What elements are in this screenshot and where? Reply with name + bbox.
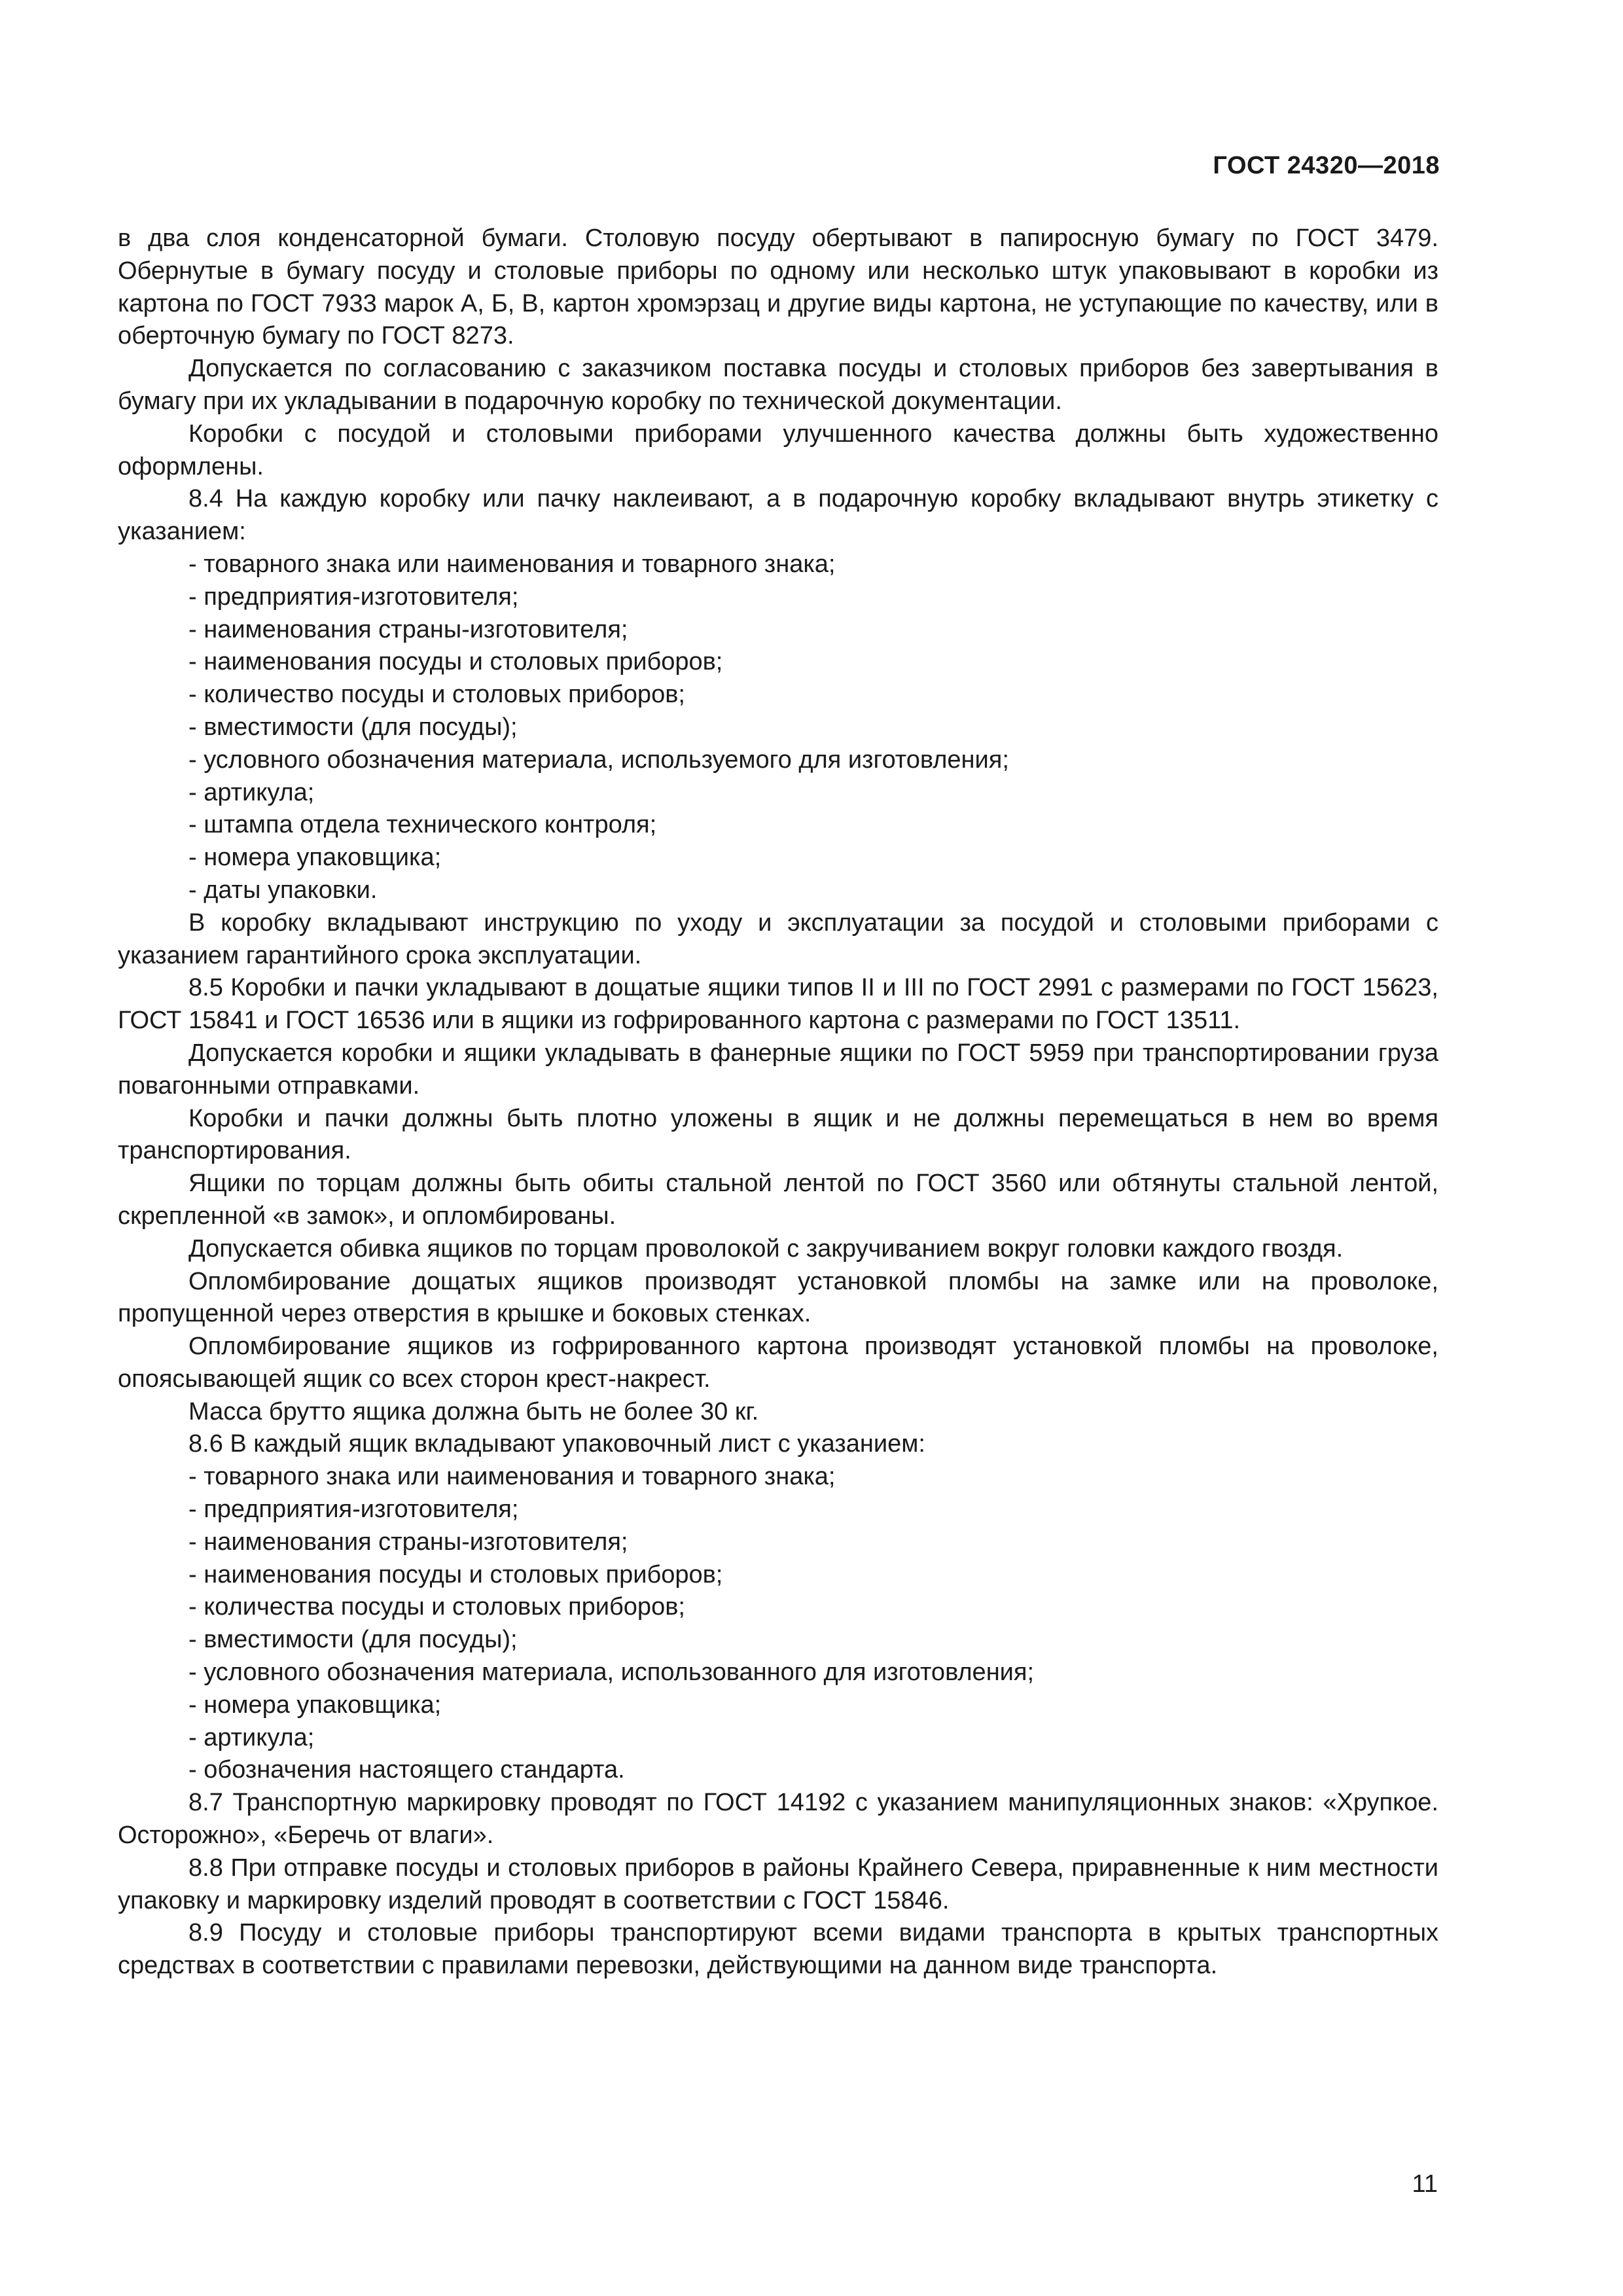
label-requirements-list — [118, 548, 1438, 907]
paragraph: Ящики по торцам должны быть обиты стальной лентой по ГОСТ 3560 или обтянуты стальной лентой, скрепленной «в замок», и опломбированы. — [118, 1170, 1438, 1230]
paragraph-continuation: в два слоя конденсаторной бумаги. Столовую посуду обертывают в папиросную бумагу по ГОСТ 3479. Обернутые в бумагу посуду и столовые приборы по одному или несколько штук упаковывают в коробки из картона по ГОСТ 7933 марок А, Б, В, картон хромэрзац и другие виды картона, не уступающие по качеству, или в оберточную бумагу по ГОСТ 8273. — [118, 224, 1438, 350]
list-item: - номера упаковщика; — [188, 844, 442, 872]
paragraph: Допускается обивка ящиков по торцам проволокой с закручиванием вокруг головки каждого гвоздя. — [188, 1234, 1344, 1263]
paragraph: Допускается по согласованию с заказчиком поставка посуды и столовых приборов без завертывания в бумагу при их укладывании в подарочную коробку по технической документации. — [118, 355, 1438, 415]
document-id-header: ГОСТ 24320—2018 — [1213, 152, 1440, 179]
list-item: - вместимости (для посуды); — [188, 713, 518, 741]
paragraph: В коробку вкладывают инструкцию по уходу и эксплуатации за посудой и столовыми приборами с указанием гарантийного срока эксплуатации. — [118, 908, 1438, 969]
list-item: - наименования страны-изготовителя; — [188, 1528, 628, 1556]
clause-8-4: 8.4 На каждую коробку или пачку наклеивают, а в подарочную коробку вкладывают внутрь этикетку с указанием: — [118, 485, 1438, 546]
paragraph: Опломбирование дощатых ящиков производят установкой пломбы на замке или на проволоке, пропущенной через отверстия в крышке и боковых стенках. — [118, 1267, 1438, 1328]
list-item: - условного обозначения материала, используемого для изготовления; — [188, 745, 1009, 774]
clause-8-5: 8.5 Коробки и пачки укладывают в дощатые ящики типов II и III по ГОСТ 2991 с размерами по ГОСТ 15623, ГОСТ 15841 и ГОСТ 16536 или в ящики из гофрированного картона с размерами по ГОСТ 13511. — [118, 974, 1438, 1035]
clause-8-6: 8.6 В каждый ящик вкладывают упаковочный лист с указанием: — [188, 1430, 925, 1458]
packing-list-requirements — [118, 1461, 1438, 1787]
list-item: - количества посуды и столовых приборов; — [188, 1593, 685, 1621]
clause-8-8: 8.8 При отправке посуды и столовых приборов в районы Крайнего Севера, приравненные к ним местности упаковку и маркировку изделий проводят в соответствии с ГОСТ 15846. — [118, 1854, 1438, 1914]
list-item: - вместимости (для посуды); — [188, 1626, 518, 1654]
list-item: - условного обозначения материала, использованного для изготовления; — [188, 1659, 1035, 1687]
list-item: - даты упаковки. — [188, 876, 378, 904]
list-item: - наименования страны-изготовителя; — [188, 615, 628, 643]
list-item: - номера упаковщика; — [188, 1691, 442, 1719]
paragraph: Коробки и пачки должны быть плотно уложены в ящик и не должны перемещаться в нем во время транспортирования. — [118, 1104, 1438, 1165]
list-item: - товарного знака или наименования и товарного знака; — [188, 1463, 836, 1491]
list-item: - количество посуды и столовых приборов; — [188, 681, 685, 709]
list-item: - предприятия-изготовителя; — [188, 1496, 519, 1524]
list-item: - предприятия-изготовителя; — [188, 583, 519, 611]
list-item: - наименования посуды и столовых приборов; — [188, 648, 723, 676]
paragraph: Коробки с посудой и столовыми приборами улучшенного качества должны быть художественно оформлены. — [118, 420, 1438, 480]
paragraph: Опломбирование ящиков из гофрированного картона производят установкой пломбы на проволоке, опоясывающей ящик со всех сторон крест-накрест. — [118, 1333, 1438, 1393]
list-item: - артикула; — [188, 1723, 315, 1751]
list-item: - обозначения настоящего стандарта. — [188, 1756, 625, 1784]
paragraph: Масса брутто ящика должна быть не более 30 кг. — [188, 1397, 759, 1426]
list-item: - товарного знака или наименования и товарного знака; — [188, 550, 836, 578]
clause-8-9: 8.9 Посуду и столовые приборы транспортируют всеми видами транспорта в крытых транспортных средствах в соответствии с правилами перевозки, действующими на данном виде транспорта. — [118, 1919, 1438, 1980]
page-number: 11 — [1412, 2170, 1438, 2198]
clause-8-7: 8.7 Транспортную маркировку проводят по ГОСТ 14192 с указанием манипуляционных знаков: «Хрупкое. Осторожно», «Беречь от влаги». — [118, 1789, 1438, 1850]
paragraph: Допускается коробки и ящики укладывать в фанерные ящики по ГОСТ 5959 при транспортировании груза повагонными отправками. — [118, 1039, 1438, 1100]
list-item: - наименования посуды и столовых приборов; — [188, 1560, 723, 1588]
list-item: - штампа отдела технического контроля; — [188, 811, 657, 839]
document-body — [118, 223, 1438, 1982]
list-item: - артикула; — [188, 778, 315, 806]
